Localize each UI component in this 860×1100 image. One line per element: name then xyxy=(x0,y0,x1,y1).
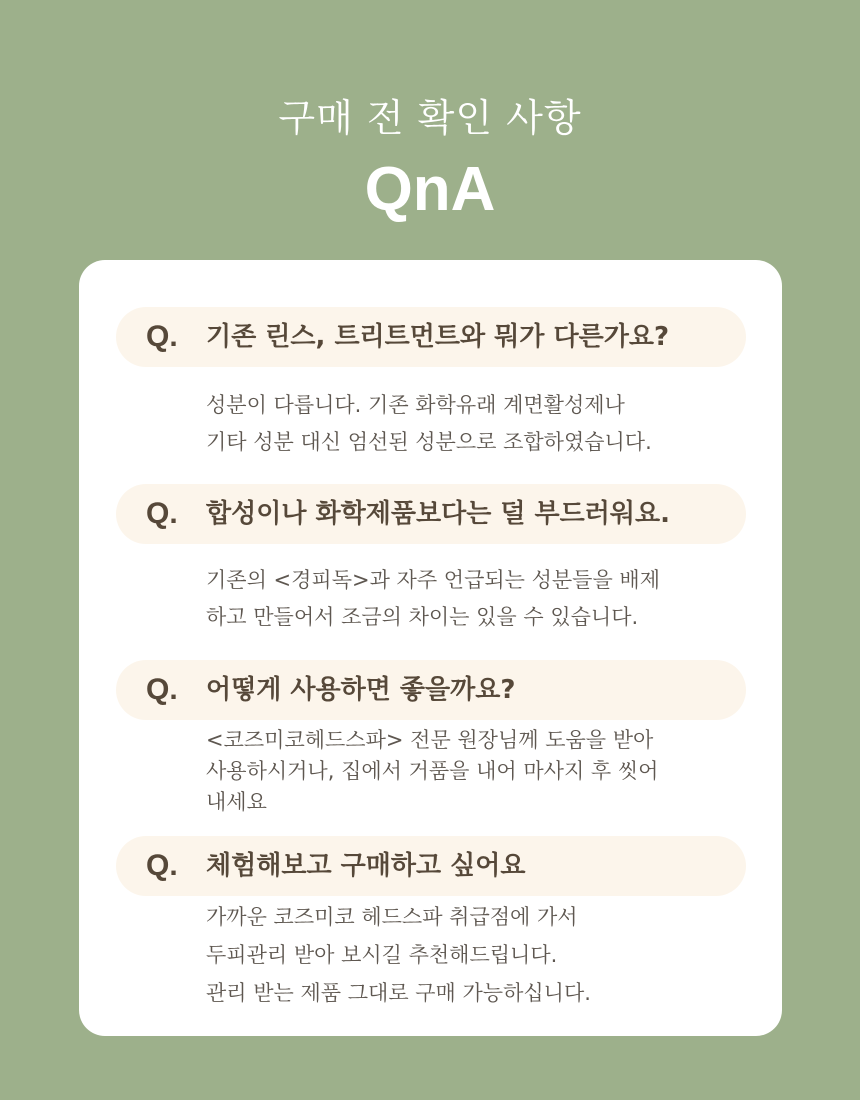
answer-line: 사용하시거나, 집에서 거품을 내어 마사지 후 씻어 xyxy=(206,759,659,783)
answer-line: 기타 성분 대신 엄선된 성분으로 조합하였습니다. xyxy=(206,430,652,454)
q-mark: Q. xyxy=(146,849,178,882)
question-text: 체험해보고 구매하고 싶어요 xyxy=(206,851,526,881)
question-bar-4 xyxy=(116,836,746,896)
page-title: QnA xyxy=(364,155,496,224)
q-mark: Q. xyxy=(146,497,178,530)
answer-line: 하고 만들어서 조금의 차이는 있을 수 있습니다. xyxy=(206,605,639,629)
question-text: 합성이나 화학제품보다는 덜 부드러워요. xyxy=(206,499,671,529)
answer-block-4 xyxy=(206,898,766,1012)
page-subtitle: 구매 전 확인 사항 xyxy=(278,96,582,140)
answer-line: 관리 받는 제품 그대로 구매 가능하십니다. xyxy=(206,981,591,1005)
question-bar-3 xyxy=(116,660,746,720)
question-bar-2 xyxy=(116,484,746,544)
question-text: 어떻게 사용하면 좋을까요? xyxy=(206,675,516,705)
answer-block-1 xyxy=(206,387,766,461)
qna-card xyxy=(79,260,782,1036)
answer-block-3 xyxy=(206,725,766,818)
answer-line: 기존의 <경피독>과 자주 언급되는 성분들을 배제 xyxy=(206,568,661,592)
answer-line: 두피관리 받아 보시길 추천해드립니다. xyxy=(206,943,558,967)
q-mark: Q. xyxy=(146,673,178,706)
answer-line: 가까운 코즈미코 헤드스파 취급점에 가서 xyxy=(206,905,578,929)
question-text: 기존 린스, 트리트먼트와 뭐가 다른가요? xyxy=(206,322,670,352)
answer-line: <코즈미코헤드스파> 전문 원장님께 도움을 받아 xyxy=(206,728,654,752)
question-bar-1 xyxy=(116,307,746,367)
answer-line: 성분이 다릅니다. 기존 화학유래 계면활성제나 xyxy=(206,393,625,417)
q-mark: Q. xyxy=(146,320,178,353)
answer-line: 내세요 xyxy=(206,790,267,814)
answer-block-2 xyxy=(206,562,766,636)
